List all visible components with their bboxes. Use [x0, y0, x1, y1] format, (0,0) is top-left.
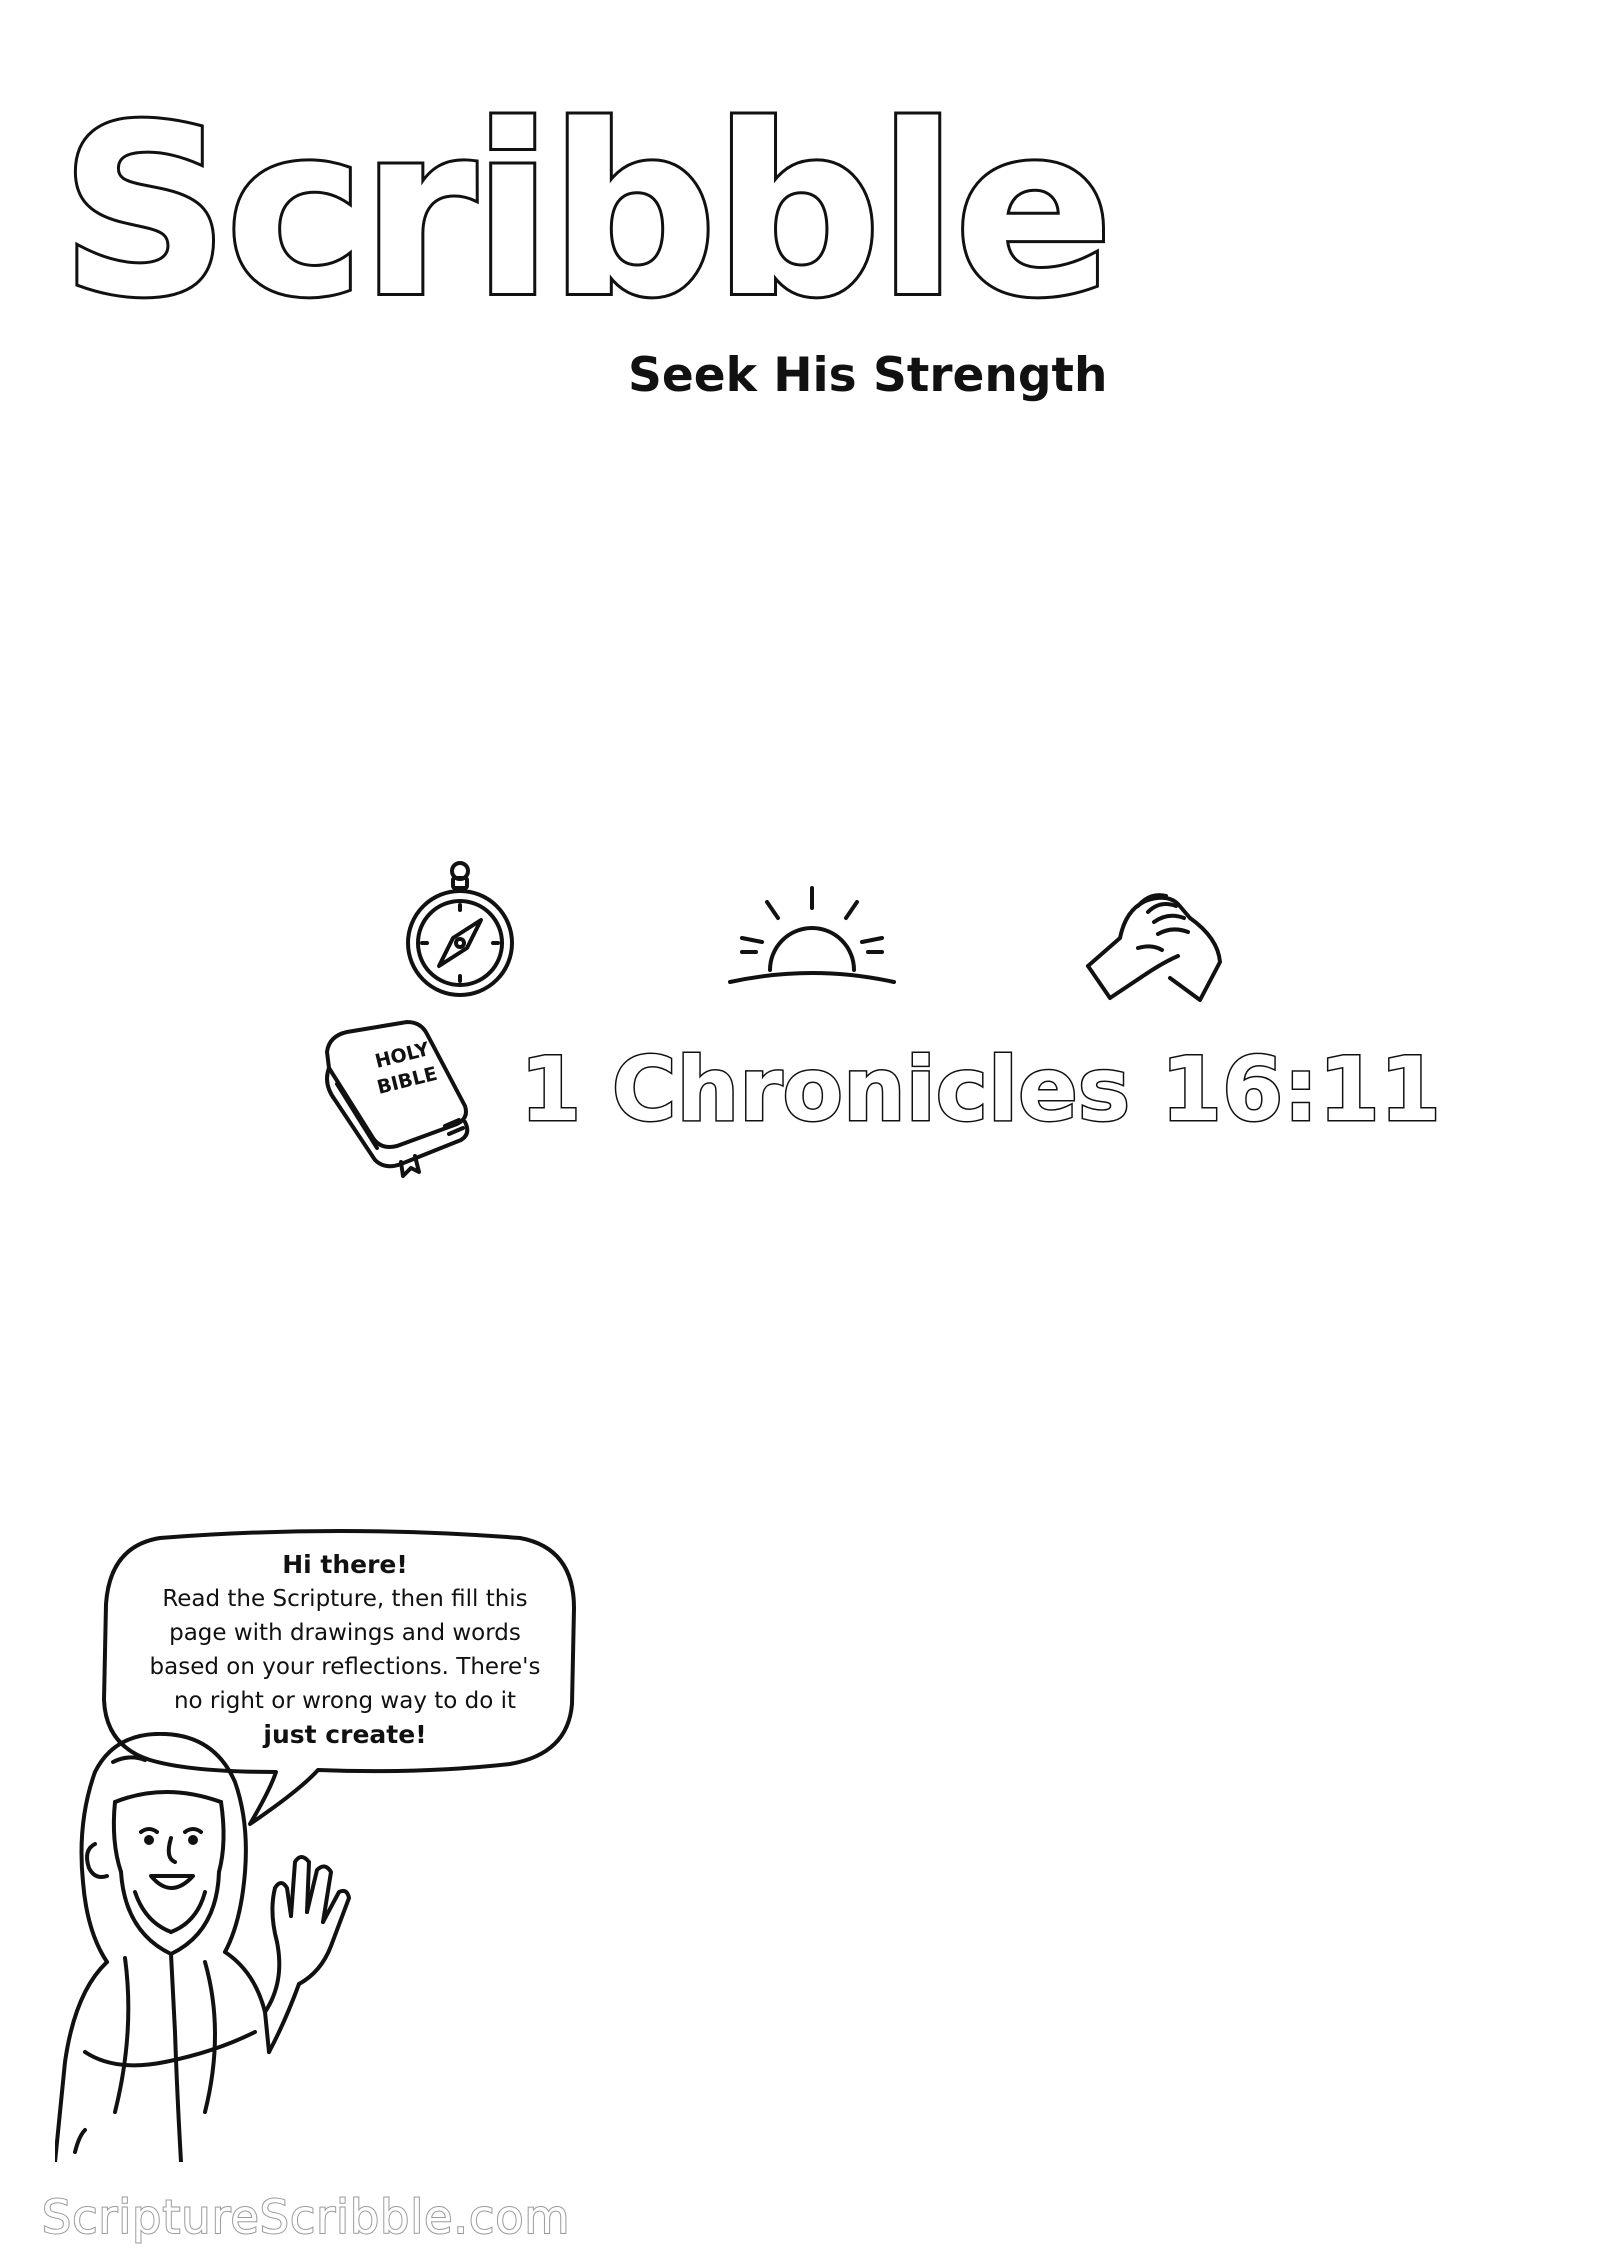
verse-reference: 1 Chronicles 16:11: [520, 1038, 1441, 1141]
page-tagline: Seek His Strength: [628, 348, 1108, 403]
bubble-line: no right or wrong way to do it: [173, 1688, 517, 1714]
bubble-line: based on your reflections. There's: [149, 1654, 541, 1680]
bubble-line: page with drawings and words: [169, 1620, 521, 1646]
holy-bible-icon: [315, 1010, 485, 1180]
website-url[interactable]: ScriptureScribble.com: [42, 2190, 571, 2244]
speech-bubble-text: [125, 1548, 565, 1752]
sunrise-icon: [722, 880, 902, 990]
bible-cover-holy: HOLY: [372, 1038, 432, 1073]
bubble-line: Read the Scripture, then fill this: [162, 1586, 528, 1612]
scribble-logo: Scribble: [60, 76, 1110, 349]
jesus-cartoon-illustration: [55, 1732, 385, 2162]
clasped-hands-icon: [1078, 878, 1233, 1008]
bible-cover-bible: BIBLE: [374, 1062, 440, 1099]
bubble-greeting: Hi there!: [282, 1550, 408, 1579]
bubble-closing: just create!: [263, 1720, 427, 1749]
compass-icon: [395, 858, 525, 998]
